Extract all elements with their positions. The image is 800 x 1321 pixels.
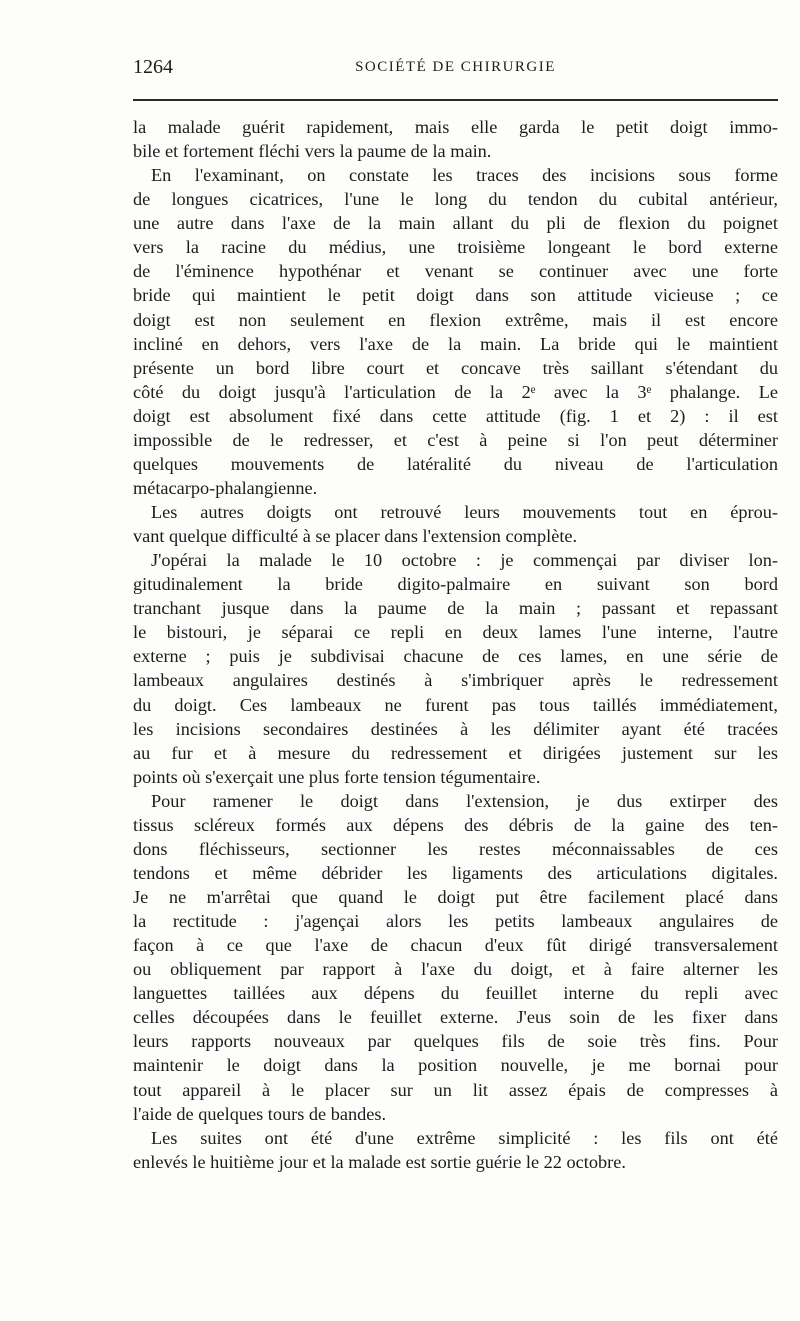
text-line: l'aide de quelques tours de bandes. [133,1103,387,1124]
text-line: celles découpées dans le feuillet externe. J'eus soin de les fixer dans [133,1007,778,1028]
text-line: Les suites ont été d'une extrême simplicité : les fils ont été [151,1127,778,1148]
text-line: quelques mouvements de latéralité du niveau de l'articulation [133,453,778,474]
header-rule [133,99,778,101]
body-text [133,115,778,1174]
text-line: Pour ramener le doigt dans l'extension, je dus extirper des [151,790,778,811]
text-line: de l'éminence hypothénar et venant se continuer avec une forte [133,261,778,282]
text-line: tout appareil à le placer sur un lit assez épais de compresses à [133,1079,778,1100]
text-line: languettes taillées aux dépens du feuillet interne du repli avec [133,983,778,1004]
text-line: impossible de le redresser, et c'est à peine si l'on peut déterminer [133,429,778,450]
text-line: présente un bord libre court et concave très saillant s'étendant du [133,357,778,378]
text-line: du doigt. Ces lambeaux ne furent pas tous taillés immédiatement, [133,694,778,715]
text-line: J'opérai la malade le 10 octobre : je commençai par diviser lon- [151,550,778,571]
text-line: enlevés le huitième jour et la malade est sortie guérie le 22 octobre. [133,1151,626,1172]
text-line: tissus scléreux formés aux dépens des débris de la gaine des ten- [133,814,778,835]
text-line: la malade guérit rapidement, mais elle garda le petit doigt immo- [133,117,778,137]
text-line: gitudinalement la bride digito-palmaire en suivant son bord [133,574,778,595]
running-title: SOCIÉTÉ DE CHIRURGIE [355,59,556,75]
text-line: tendons et même débrider les ligaments des articulations digitales. [133,862,778,883]
text-line: façon à ce que l'axe de chacun d'eux fût dirigé transversalement [133,935,778,956]
text-line: incliné en dehors, vers l'axe de la main. La bride qui le maintient [133,333,778,354]
text-line: Les autres doigts ont retrouvé leurs mouvements tout en éprou- [151,502,778,522]
paragraph [133,115,778,163]
paragraph [133,1126,778,1174]
text-line: métacarpo-phalangienne. [133,477,318,498]
text-line: points où s'exerçait une plus forte tension tégumentaire. [133,766,541,787]
paragraph [133,500,778,548]
paragraph [133,548,778,789]
text-line: bride qui maintient le petit doigt dans son attitude vicieuse ; ce [133,285,778,306]
text-line: une autre dans l'axe de la main allant du pli de flexion du poignet [133,213,778,234]
text-line: externe ; puis je subdivisai chacune de ces lames, en une série de [133,646,778,667]
text-line: bile et fortement fléchi vers la paume de la main. [133,141,492,162]
text-line: vant quelque difficulté à se placer dans l'extension complète. [133,526,578,547]
text-line: doigt est non seulement en flexion extrême, mais il est encore [133,309,778,330]
page-header [133,56,778,82]
text-line: Je ne m'arrêtai que quand le doigt put être facilement placé dans [133,887,778,907]
text-line: au fur et à mesure du redressement et dirigées justement sur les [133,742,778,763]
text-line: lambeaux angulaires destinés à s'imbriquer après le redressement [133,670,778,691]
text-line: leurs rapports nouveaux par quelques fils de soie très fins. Pour [133,1031,778,1052]
text-line: les incisions secondaires destinées à les délimiter ayant été tracées [133,718,778,739]
text-line: de longues cicatrices, l'une le long du tendon du cubital antérieur, [133,189,778,210]
text-line: la rectitude : j'agençai alors les petits lambeaux angulaires de [133,911,778,932]
text-line: maintenir le doigt dans la position nouvelle, je me bornai pour [133,1055,778,1076]
text-line: ou obliquement par rapport à l'axe du doigt, et à faire alterner les [133,959,778,980]
text-line: vers la racine du médius, une troisième longeant le bord externe [133,237,778,258]
paragraph [133,789,778,1126]
page-number: 1264 [133,56,173,78]
paragraph [133,163,778,500]
text-line: le bistouri, je séparai ce repli en deux lames l'une interne, l'autre [133,622,778,643]
text-line: dons fléchisseurs, sectionner les restes méconnaissables de ces [133,838,778,859]
text-line: côté du doigt jusqu'à l'articulation de la 2ᵉ avec la 3ᵉ phalange. Le [133,381,778,402]
text-line: tranchant jusque dans la paume de la main ; passant et repassant [133,598,778,619]
text-line: En l'examinant, on constate les traces des incisions sous forme [151,165,778,186]
text-line: doigt est absolument fixé dans cette attitude (fig. 1 et 2) : il est [133,405,778,426]
